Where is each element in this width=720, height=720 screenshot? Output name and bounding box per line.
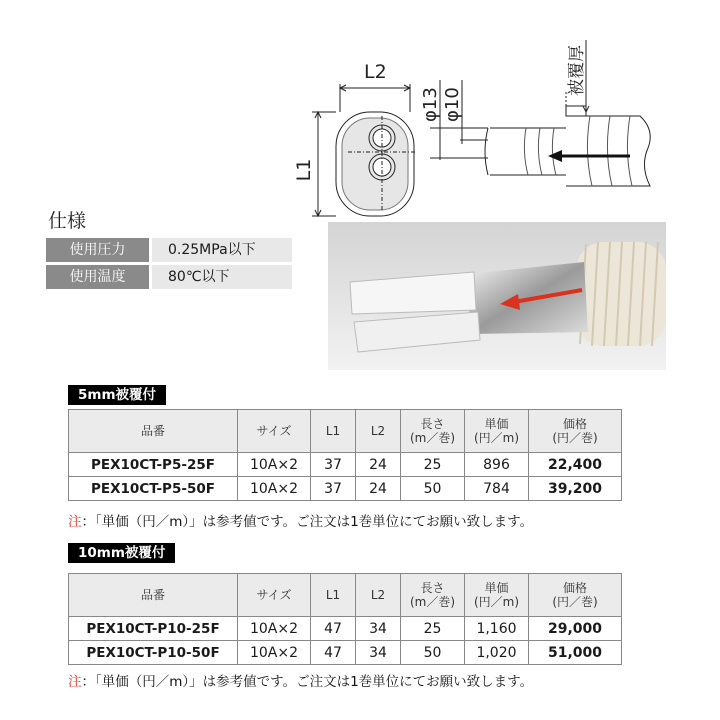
length-value: 25 xyxy=(401,617,465,641)
length-value: 50 xyxy=(401,477,465,501)
spec-row-pressure xyxy=(46,238,292,262)
section-label-10mm: 10mm被覆付 xyxy=(68,543,175,563)
price-value: 29,000 xyxy=(529,617,622,641)
spec-row-temperature xyxy=(46,265,292,289)
price-value: 39,200 xyxy=(529,477,622,501)
col-header-part-no: 品番 xyxy=(69,410,238,453)
part-number: PEX10CT-P5-25F xyxy=(69,453,238,477)
size: 10A×2 xyxy=(238,641,311,665)
unit-price-value: 1,020 xyxy=(465,641,529,665)
note-10mm xyxy=(68,670,533,690)
length-value: 50 xyxy=(401,641,465,665)
unit-price-value: 1,160 xyxy=(465,617,529,641)
note-prefix: 注 xyxy=(68,674,82,690)
table-row xyxy=(69,641,622,665)
col-header-length: 長さ (m／巻) xyxy=(401,574,465,617)
l2-value: 34 xyxy=(356,641,401,665)
size: 10A×2 xyxy=(238,453,311,477)
flow-arrow-head xyxy=(548,150,562,162)
col-header-price: 価格 (円／巻) xyxy=(529,574,622,617)
l1-value: 37 xyxy=(311,453,356,477)
price-table-5mm xyxy=(68,409,622,501)
thickness-label: 被覆厚 xyxy=(567,45,587,96)
side-view-drawing xyxy=(430,40,650,186)
spec-value: 80℃以下 xyxy=(152,265,292,289)
price-value: 51,000 xyxy=(529,641,622,665)
l1-value: 47 xyxy=(311,641,356,665)
col-header-size: サイズ xyxy=(238,574,311,617)
product-photo xyxy=(328,222,666,370)
l2-value: 24 xyxy=(356,477,401,501)
col-header-l1: L1 xyxy=(311,410,356,453)
table-header-row xyxy=(69,410,622,453)
col-header-price: 価格 (円／巻) xyxy=(529,410,622,453)
spec-value: 0.25MPa以下 xyxy=(152,238,292,262)
col-header-unit-price: 単価 (円／m) xyxy=(465,410,529,453)
l1-label: L1 xyxy=(293,158,315,182)
d13-label: φ13 xyxy=(420,87,441,122)
col-header-unit-price: 単価 (円／m) xyxy=(465,574,529,617)
l1-value: 47 xyxy=(311,617,356,641)
spec-key: 使用温度 xyxy=(46,265,149,289)
unit-price-value: 784 xyxy=(465,477,529,501)
l2-label: L2 xyxy=(364,61,387,83)
part-number: PEX10CT-P10-50F xyxy=(69,641,238,665)
l2-value: 24 xyxy=(356,453,401,477)
col-header-length: 長さ (m／巻) xyxy=(401,410,465,453)
note-text: ：「単価（円／m）」は参考値です。ご注文は1巻単位にてお願い致します。 xyxy=(81,514,534,530)
size: 10A×2 xyxy=(238,477,311,501)
table-row xyxy=(69,617,622,641)
note-5mm xyxy=(68,510,533,530)
length-value: 25 xyxy=(401,453,465,477)
size: 10A×2 xyxy=(238,617,311,641)
cross-section-drawing xyxy=(312,84,416,216)
col-header-size: サイズ xyxy=(238,410,311,453)
col-header-l2: L2 xyxy=(356,574,401,617)
spec-key: 使用圧力 xyxy=(46,238,149,262)
part-number: PEX10CT-P10-25F xyxy=(69,617,238,641)
price-table-10mm xyxy=(68,573,622,665)
part-number: PEX10CT-P5-50F xyxy=(69,477,238,501)
note-text: ：「単価（円／m）」は参考値です。ご注文は1巻単位にてお願い致します。 xyxy=(81,674,534,690)
spec-title: 仕様 xyxy=(48,210,87,232)
l2-value: 34 xyxy=(356,617,401,641)
table-row xyxy=(69,477,622,501)
table-row xyxy=(69,453,622,477)
col-header-l1: L1 xyxy=(311,574,356,617)
col-header-l2: L2 xyxy=(356,410,401,453)
note-prefix: 注 xyxy=(68,514,82,530)
table-header-row xyxy=(69,574,622,617)
d10-label: φ10 xyxy=(442,87,463,122)
unit-price-value: 896 xyxy=(465,453,529,477)
section-label-5mm: 5mm被覆付 xyxy=(68,385,166,405)
l1-value: 37 xyxy=(311,477,356,501)
col-header-part-no: 品番 xyxy=(69,574,238,617)
price-value: 22,400 xyxy=(529,453,622,477)
pipe-dimension-diagram xyxy=(290,20,670,220)
